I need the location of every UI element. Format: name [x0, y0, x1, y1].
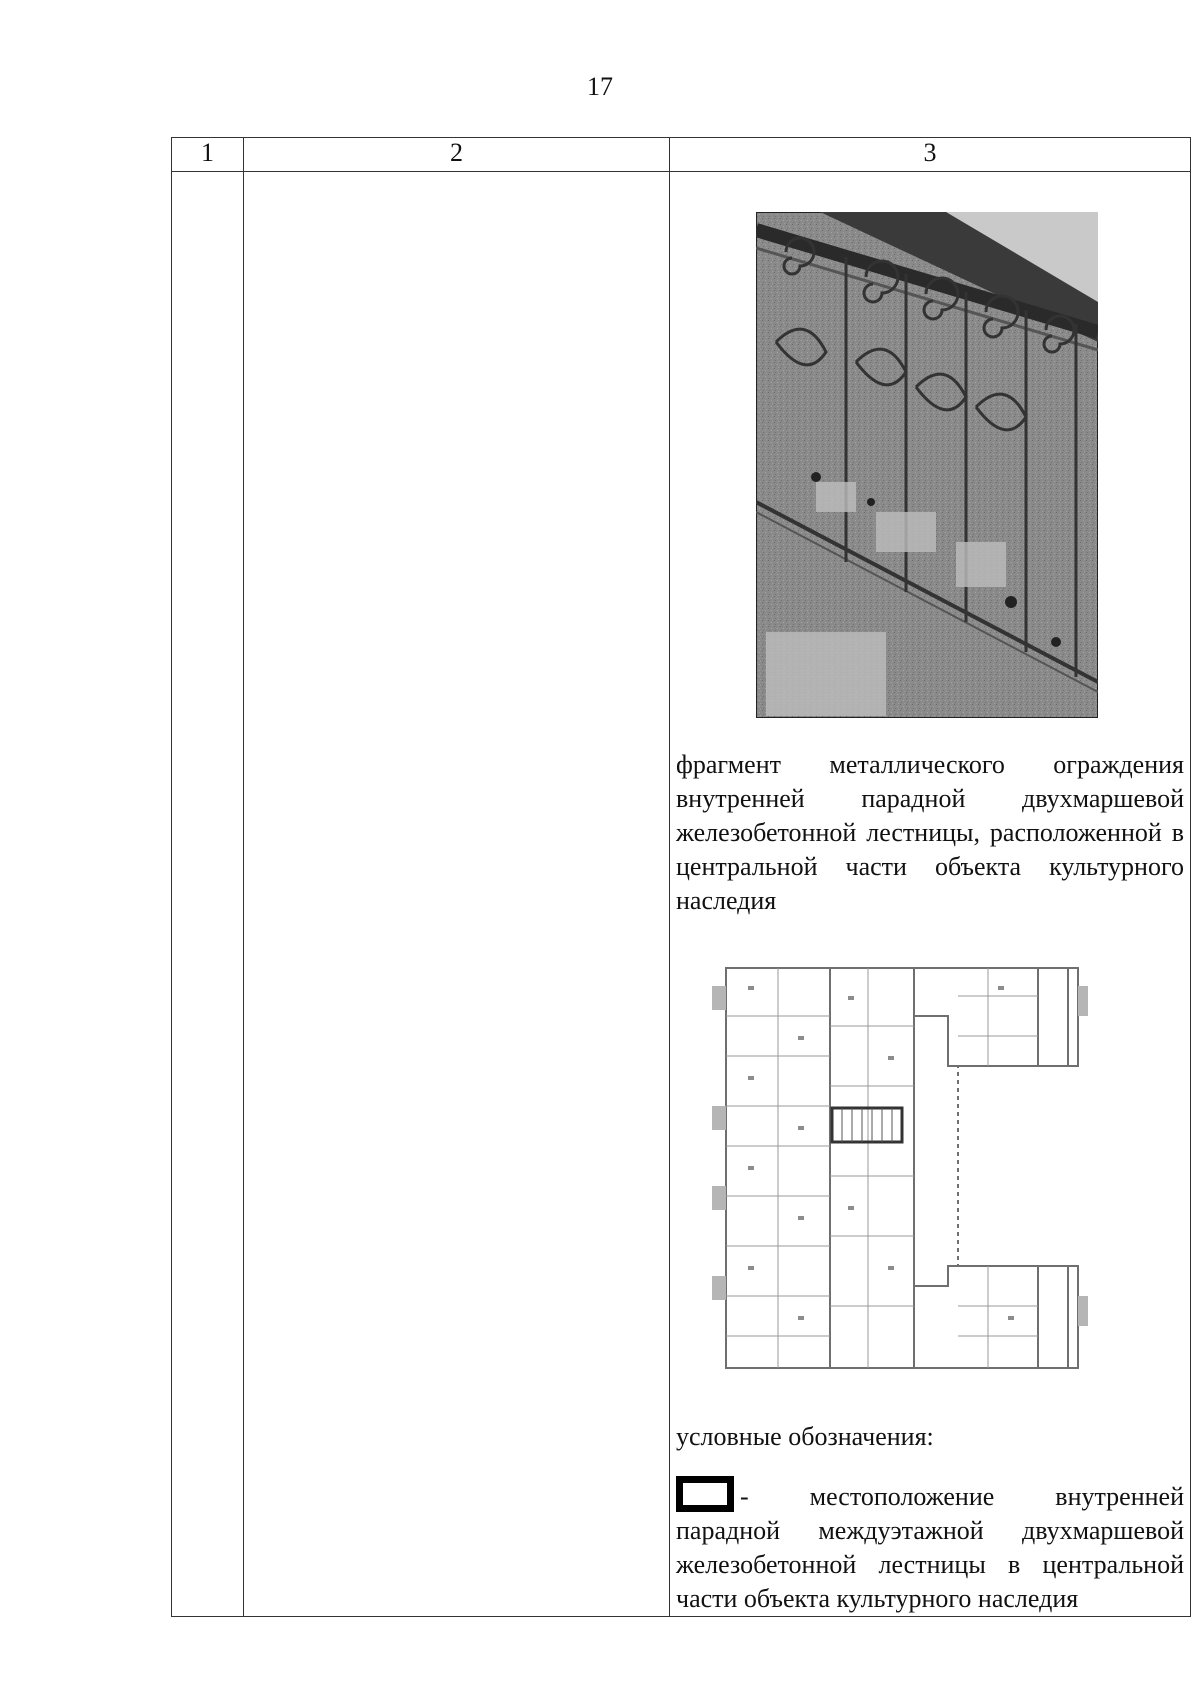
photo-caption: фрагмент металлического ограждения внутренней парадной двухмаршевой железобетонной лестницы, расположенной в центральной части объекта культурного наследия: [676, 750, 1184, 915]
cell-col-3: [670, 172, 1191, 1617]
header-col-2: 2: [244, 138, 670, 172]
table-row: [172, 172, 1191, 1617]
legend-text: - местоположение внутренней парадной междуэтажной двухмаршевой железобетонной лестницы в центральной части объекта культурного наследия: [676, 1482, 1184, 1613]
table-header-row: [172, 138, 1191, 172]
header-col-1: 1: [172, 138, 244, 172]
cell-col-1: [172, 172, 244, 1617]
legend-symbol: [676, 1476, 734, 1512]
floor-plan: [708, 956, 1148, 1392]
cell-col-2: [244, 172, 670, 1617]
railing-photo: [756, 212, 1098, 718]
legend-entry: [676, 1476, 1184, 1616]
legend-title: условные обозначения:: [676, 1422, 934, 1451]
page-number: 17: [587, 72, 613, 101]
header-col-3: 3: [670, 138, 1191, 172]
document-table: [171, 137, 1191, 1617]
